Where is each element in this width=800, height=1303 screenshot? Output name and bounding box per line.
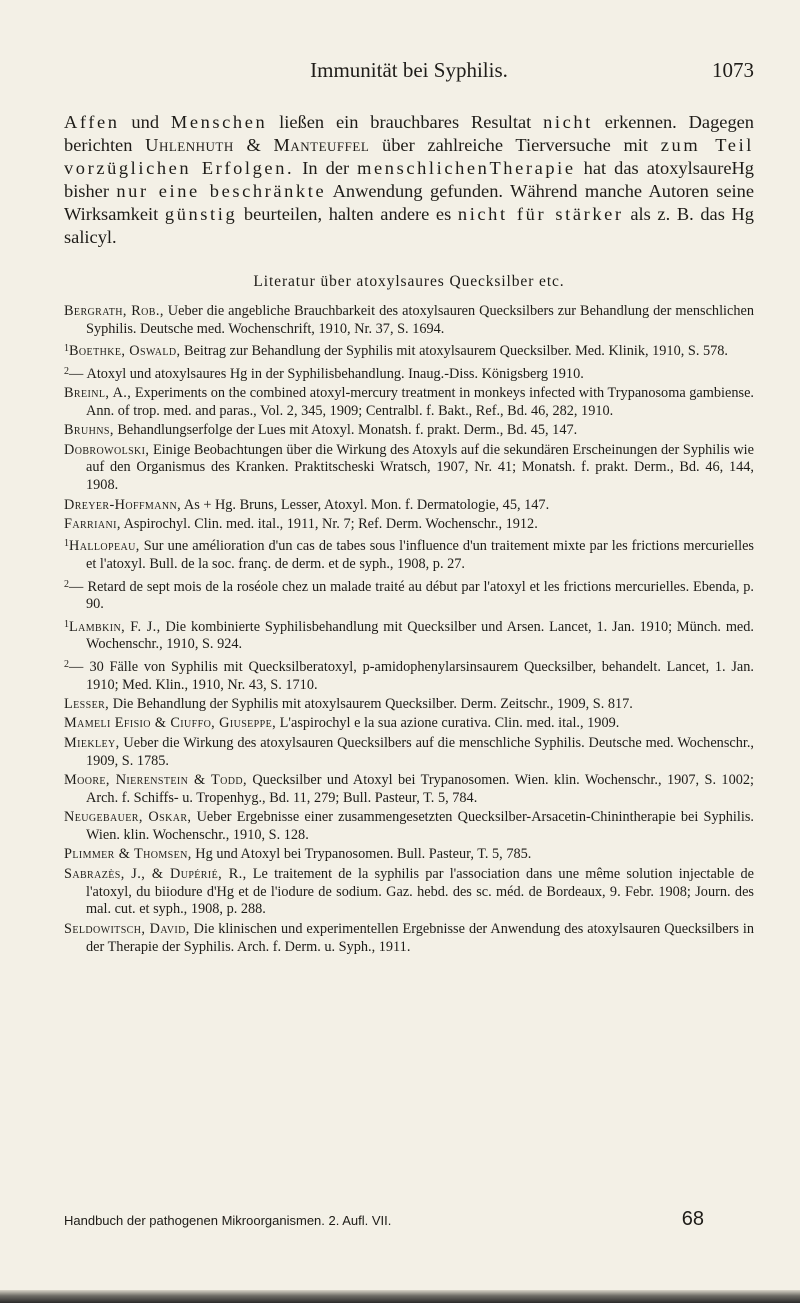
page [64,0,755,1230]
reference-author: Boethke, Oswald, [69,343,181,360]
reference-author: Lesser, [64,696,110,713]
reference-author: Farriani, [64,515,121,532]
reference-author: Dobrowolski, [64,441,150,458]
paragraph-segment: Affen [64,112,120,132]
reference-list [64,303,754,956]
reference-marker: 1 [64,538,69,550]
paragraph-segment: menschlichenTherapie [357,158,576,178]
reference-marker: 2 [64,658,69,670]
reference-author: — [69,578,84,595]
reference-entry [64,866,754,919]
reference-entry [64,735,754,771]
reference-author: — [69,365,84,382]
reference-author: Bruhns, [64,422,114,439]
reference-text: Sur une amélioration d'un cas de tabes sous l'influence d'un traitement mixte par les frictions mercurielles et l'atoxyl. Bull. de la soc. franç. de derm. et de syph., 1908, p. 27. [86,538,754,573]
paragraph-segment: vorzüglichen Erfolgen. [64,158,295,178]
reference-entry [64,442,754,495]
reference-author: Lambkin, F. J., [69,618,161,635]
reference-author: Moore, Nierenstein & Todd, [64,772,248,789]
reference-text: Die kombinierte Syphilisbehandlung mit Quecksilber und Arsen. Lancet, 1. Jan. 1910; Münch. med. Wochenschr., 1910, S. 924. [86,618,755,653]
reference-text: Atoxyl und atoxylsaures Hg in der Syphilisbehandlung. Inaug.-Diss. Königsberg 1910. [83,365,584,382]
reference-author: Neugebauer, Oskar, [64,809,192,826]
reference-text: Beitrag zur Behandlung der Syphilis mit atoxylsaurem Quecksilber. Med. Klinik, 1910, S. 578. [180,343,728,360]
reference-author: Bergrath, Rob., [64,303,164,319]
paragraph-segment: nicht für stärker [457,204,624,224]
reference-author: Hallopeau, [69,538,140,555]
reference-text: Retard de sept mois de la roséole chez un malade traité au début par l'atoxyl et les frictions mercurielles. Ebenda, p. 90. [83,578,754,613]
reference-entry [64,576,754,615]
reference-entry [64,846,754,864]
reference-marker: 2 [64,365,69,377]
reference-text: As + Hg. Bruns, Lesser, Atoxyl. Mon. f. Dermatologie, 45, 147. [181,496,550,513]
reference-text: Experiments on the combined atoxyl-mercury treatment in monkeys infected with Trypanosoma gambiense. Ann. of trop. med. and paras., Vol. 2, 345, 1909; Centralbl. f. Bakt., Ref., Bd. 46, 282, 1910. [86,384,754,419]
reference-author: — [69,658,84,675]
reference-entry [64,696,754,714]
paragraph-segment: über zahlreiche Tierversuche mit [369,135,661,155]
reference-entry [64,809,754,845]
reference-author: Dreyer-Hoffmann, [64,496,182,513]
running-head [64,58,754,88]
reference-entry [64,772,754,808]
reference-entry [64,303,754,339]
footer-book-title: Handbuch der pathogenen Mikroorganismen. 2. Aufl. VII. [64,1213,392,1228]
reference-author: Miekley, [64,734,120,751]
paragraph-segment: und [119,112,171,132]
reference-entry [64,921,754,957]
reference-text: Le traitement de la syphilis par l'association dans une même solution injectable de l'atoxyl, du biiodure d'Hg et de l'iodure de sodium. Gaz. hebd. des sc. méd. de Bordeaux, 9. Febr. 1908; Journ. des mal. cut. et syph., 1908, p. 288. [86,865,755,918]
paragraph-segment: günstig [164,204,238,224]
reference-entry [64,422,754,440]
paragraph-segment: Anwendung gefunden. Während manche Autoren seine Wirksamkeit [64,181,754,224]
paragraph-segment: zum Teil [660,135,754,155]
page-bottom-edge [0,1290,800,1303]
reference-text: Behandlungserfolge der Lues mit Atoxyl. Monatsh. f. prakt. Derm., Bd. 45, 147. [113,422,578,439]
reference-author: Sabrazès, J., & Dupérié, R., [64,865,247,882]
paragraph-segment: ließen ein brauchbares Resultat [267,112,544,132]
paragraph-segment: nur eine beschränkte [116,181,327,201]
reference-text: Einige Beobachtungen über die Wirkung des Atoxyls auf die sekundären Erscheinungen der Syphilis wie auf den Organismus des Kranken. Praktitscheski Wratsch, 1907, Nr. 41; Monatsh. f. prakt. Derm., Bd. 46, 144, 1908. [86,441,754,494]
reference-marker: 2 [64,578,69,590]
paragraph-segment: & [233,135,274,155]
reference-text: Die klinischen und experimentellen Ergebnisse der Anwendung des atoxylsauren Quecksilbers in der Therapie der Syphilis. Arch. f. Derm. u. Syph., 1911. [86,920,755,955]
signature-mark: 68 [681,1208,704,1230]
reference-author: Seldowitsch, David, [64,920,190,937]
reference-entry [64,656,754,695]
body-paragraph [64,111,754,249]
running-head-title: Immunität bei Syphilis. [310,58,508,82]
footer [64,1210,754,1234]
reference-marker: 1 [64,618,69,630]
paragraph-segment: Uhlenhuth [145,135,234,155]
reference-text: L'aspirochyl e la sua azione curativa. Clin. med. ital., 1909. [276,715,620,732]
reference-author: Breinl, A., [64,384,132,401]
paragraph-segment: Manteuffel [273,135,370,155]
reference-text: Ueber Ergebnisse einer zusammengesetzten Quecksilber-Arsacetin-Chinintherapie bei Syphilis. Wien. klin. Wochenschr., 1910, S. 128. [86,809,754,844]
paragraph-segment: beurteilen, halten andere es [237,204,458,224]
reference-entry [64,516,754,534]
reference-entry [64,385,754,421]
reference-text: Quecksilber und Atoxyl bei Trypanosomen. Wien. klin. Wochenschr., 1907, S. 1002; Arch. f. Schiffs- u. Tropenhyg., Bd. 11, 279; Bull. Pasteur, T. 5, 784. [86,772,754,806]
reference-marker: 1 [64,343,69,355]
paragraph-segment: nicht [543,112,593,132]
reference-text: 30 Fälle von Syphilis mit Quecksilberatoxyl, p-amidophenylarsinsaurem Quecksilber, behandelt. Lancet, 1. Jan. 1910; Med. Klin., 1910, Nr. 43, S. 1710. [83,658,754,693]
reference-entry [64,497,754,515]
reference-entry [64,715,754,733]
reference-text: Die Behandlung der Syphilis mit atoxylsaurem Quecksilber. Derm. Zeitschr., 1909, S. 817. [109,696,633,713]
reference-text: Hg und Atoxyl bei Trypanosomen. Bull. Pasteur, T. 5, 785. [191,846,532,863]
reference-entry [64,535,754,574]
reference-text: Ueber die angebliche Brauchbarkeit des atoxylsauren Quecksilbers zur Behandlung der menschlichen Syphilis. Deutsche med. Wochenschrift, 1910, Nr. 37, S. 1694. [86,303,754,337]
paragraph-segment: als z. B. das Hg salicyl. [64,204,754,247]
reference-entry [64,616,754,655]
paragraph-segment: erkennen. Dagegen berichten [64,112,755,155]
page-number: 1073 [712,58,754,82]
paragraph-segment: Menschen [170,112,268,132]
reference-text: Ueber die Wirkung des atoxylsauren Quecksilbers auf die menschliche Syphilis. Deutsche med. Wochenschr., 1909, S. 1785. [86,734,754,769]
paragraph-segment: hat das atoxylsaureHg bisher [64,158,754,201]
reference-entry [64,363,754,384]
reference-entry [64,340,754,361]
reference-author: Mameli Efisio & Ciuffo, Giuseppe, [64,715,277,732]
reference-text: Aspirochyl. Clin. med. ital., 1911, Nr. 7; Ref. Derm. Wochenschr., 1912. [120,515,538,532]
literature-heading: Literatur über atoxylsaures Quecksilber etc. [253,273,565,290]
paragraph-segment: In der [294,158,358,178]
reference-author: Plimmer & Thomsen, [64,846,192,863]
